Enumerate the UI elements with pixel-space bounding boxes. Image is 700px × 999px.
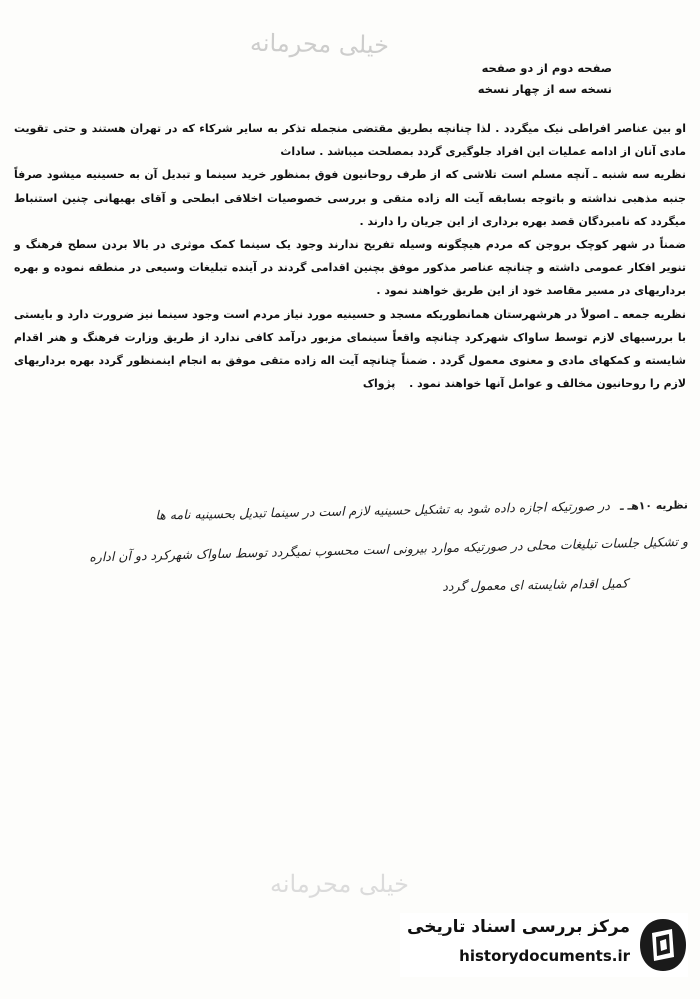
copy-number-line: نسخه سه از چهار نسخه	[477, 82, 612, 96]
classification-stamp-bottom: خیلی محرمانه	[270, 870, 409, 898]
page-number-line: صفحه دوم از دو صفحه	[481, 61, 612, 75]
paragraph-4	[14, 303, 686, 396]
opinion-label-tuesday: نظریه سه شنبه ـ	[593, 168, 686, 182]
handwritten-line-3: کمیل اقدام شایسته ای معمول گردد	[442, 575, 629, 594]
archive-logo-icon	[638, 917, 688, 973]
handwritten-line-1-text: در صورتیکه اجازه داده شود به تشکیل حسینیه لازم است در سینما تبدیل بحسینیه نامه ها	[155, 498, 611, 523]
page-info	[362, 58, 612, 100]
signature-name: پژواک	[362, 377, 396, 391]
archive-url: historydocuments.ir	[459, 947, 630, 965]
paragraph-2	[14, 163, 686, 233]
archive-org-name: مرکز بررسی اسناد تاریخی	[407, 917, 630, 937]
handwritten-label: نظریه ۱۰هـ ـ	[619, 498, 689, 513]
paragraph-2-text: آنچه مسلم است تلاشی که از طرف روحانیون فوق بمنظور خرید سینما و تبدیل آن به حسینیه میشود صرفاً جنبه مذهبی نداشته و باتوجه بسابقه آیت اله زاده متقی و بررسی خصوصیات اخلاقی ابطحی و آقای بهبهانی چنین استنباط میگردد که نامبردگان قصد بهره برداری از این جریان را دارند .	[14, 168, 686, 228]
handwritten-line-2: و تشکیل جلسات تبلیغات محلی در صورتیکه موارد بیرونی است محسوب نمیگردد توسط ساواک شهرکرد دو آن اداره	[89, 533, 689, 565]
paragraph-1: او بین عناصر افراطی نیک میگردد . لذا چنانچه بطریق مقتضی منجمله تذکر به سایر شرکاء که در تهران هستند و حتی تقویت مادی آنان از ادامه عملیات این افراد جلوگیری گردد بمصلحت میباشد . ساداث	[14, 122, 686, 159]
classification-stamp-top: خیلی محرمانه	[249, 28, 390, 60]
archive-footer-logo	[400, 913, 688, 977]
paragraph-3: ضمناً در شهر کوچک بروجن که مردم هیچگونه وسیله تفریح ندارند وجود یک سینما کمک موثری در بالا بردن سطح فرهنگ و تنویر افکار عمومی داشته و چنانچه عناصر مذکور موفق بچنین اقدامی گردند در آینده تبلیغات وسیعی در منطقه نموده و بهره برداریهای در مسیر مقاصد خود از این طریق خواهند نمود .	[14, 238, 686, 298]
handwritten-note	[58, 492, 688, 607]
typed-body	[14, 117, 686, 395]
opinion-label-friday: نظریه جمعه ـ	[614, 307, 687, 321]
paragraph-4-text: اصولاً در هرشهرستان همانطوریکه مسجد و حسینیه مورد نیاز مردم است وجود سینما نیز ضرورت دارد و بایستی با بررسیهای لازم توسط ساواک شهرکرد چنانچه واقعاً سینمای مزبور درآمد کافی ندارد از طریق وزارت فرهنگ و هنر اقدام شایسته و کمکهای مادی و معنوی معمول گردد . ضمناً چنانچه آیت اله زاده متقی موفق به انجام اینمنظور گردد بهره برداریهای لازم را روحانیون مخالف و عوامل آنها خواهند نمود .	[14, 307, 686, 391]
